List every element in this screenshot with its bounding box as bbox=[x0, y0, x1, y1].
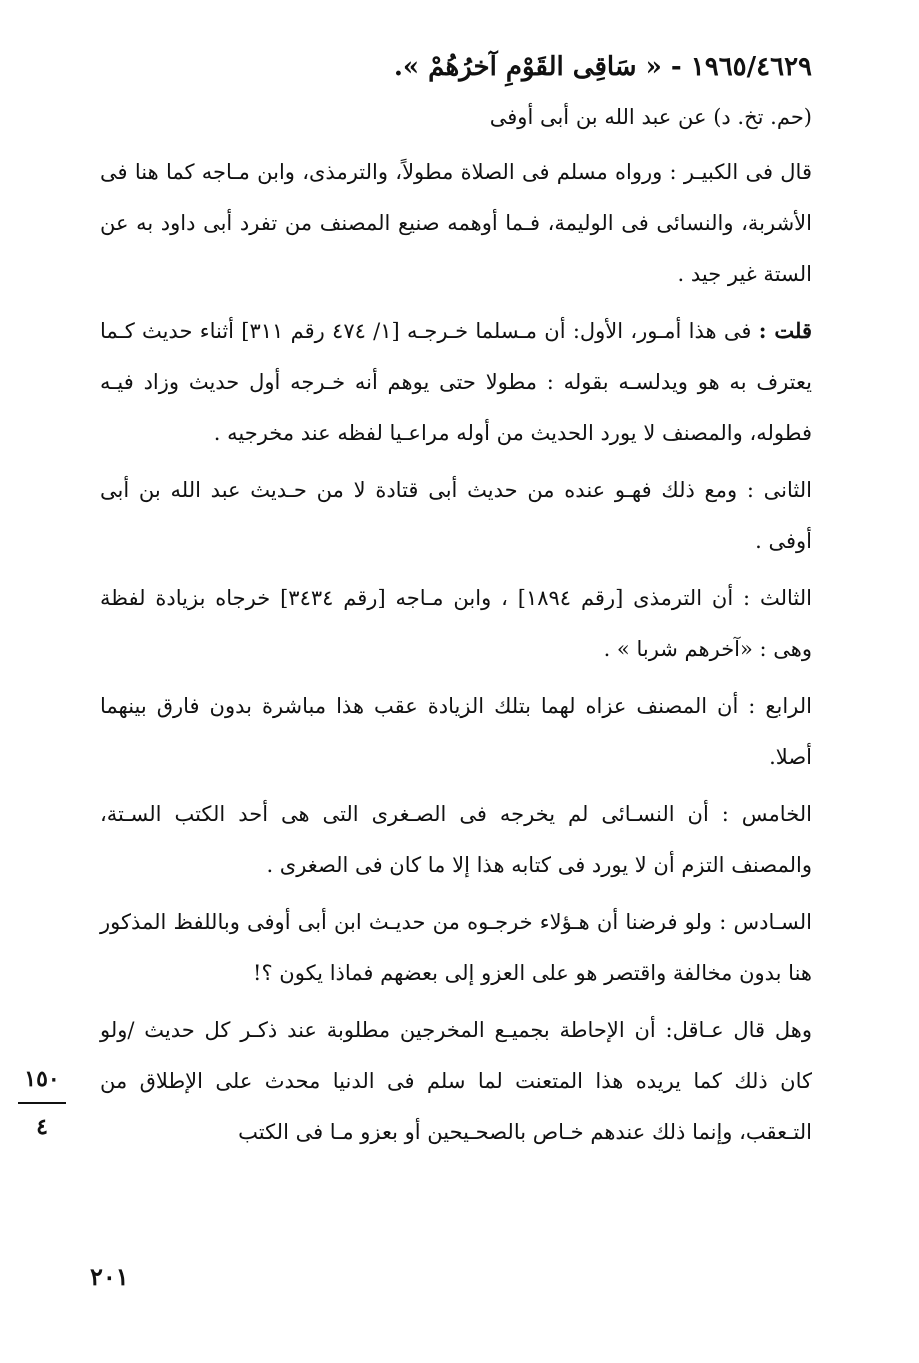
paragraph-text: الرابع : أن المصنف عزاه لهما بتلك الزيادة عقب هذا مباشرة بدون فارق بينهما أصلا. bbox=[100, 694, 812, 769]
paragraph-text: قال فى الكبيـر : ورواه مسلم فى الصلاة مطولاً، والترمذى، وابن مـاجه كما هنا فى الأشربة، والنسائى فى الوليمة، فـما أوهمه صنيع المصنف من تفرد أبى داود به عن الستة غير جيد . bbox=[100, 160, 812, 286]
paragraph-fourth bbox=[100, 680, 812, 783]
paragraph-final bbox=[100, 1004, 812, 1158]
margin-reference-divider bbox=[18, 1102, 66, 1104]
hadith-heading: ١٩٦٥/٤٦٢٩ - « سَاقِى القَوْمِ آخرُهُمْ ». bbox=[393, 52, 812, 82]
paragraph-text: الثانى : ومع ذلك فهـو عنده من حديث أبى قتادة لا من حـديث عبد الله بن أبى أوفى . bbox=[100, 478, 812, 553]
paragraph-text: وهل قال عـاقل: أن الإحاطة بجميـع المخرجين مطلوبة عند ذكـر كل حديث /ولو كان ذلك كما يريده هذا المتعنت لما سلم فى الدنيا محدث على الإطلاق من التـعقب، وإنما ذلك عندهم خـاص بالصحـيحين أو بعزو مـا فى الكتب bbox=[100, 1018, 812, 1144]
paragraph-sixth bbox=[100, 896, 812, 999]
paragraph-text: الخامس : أن النسـائى لم يخرجه فى الصـغرى التى هى أحد الكتب السـتة، والمصنف التزم أن لا يورد فى كتابه هذا إلا ما كان فى الصغرى . bbox=[100, 802, 812, 877]
page-number: ٢٠١ bbox=[90, 1262, 129, 1291]
margin-reference bbox=[14, 1062, 70, 1144]
paragraph-lead: قلت : bbox=[758, 318, 812, 343]
paragraph-text: فى هذا أمـور، الأول: أن مـسلما خـرجـه [١/ ٤٧٤ رقم ٣١١] أثناء حديث كـما يعترف به هو ويدلسـه بقوله : مطولا حتى يوهم أنه خـرجه أول حديث وزاد فيـه فطوله، والمصنف لا يورد الحديث من أوله مراعـيا لفظه عند مخرجيه . bbox=[100, 319, 812, 445]
paragraph-fifth bbox=[100, 788, 812, 891]
paragraph-qultu bbox=[100, 305, 812, 459]
margin-reference-bottom: ٤ bbox=[36, 1114, 48, 1140]
paragraph-text: الثالث : أن الترمذى [رقم ١٨٩٤] ، وابن مـاجه [رقم ٣٤٣٤] خرجاه بزيادة لفظة وهى : «آخرهم شربا » . bbox=[100, 586, 812, 661]
paragraph-text: السـادس : ولو فرضنا أن هـؤلاء خرجـوه من حديـث ابن أبى أوفى وباللفظ المذكور هنا بدون مخالفة واقتصر هو على العزو إلى بعضهم فماذا يكون ؟! bbox=[100, 910, 812, 985]
paragraph-third bbox=[100, 572, 812, 675]
text-column bbox=[100, 40, 812, 1163]
paragraph-second bbox=[100, 464, 812, 567]
margin-reference-top: ١٥٠ bbox=[24, 1066, 60, 1092]
paragraph-kabir bbox=[100, 146, 812, 300]
hadith-source: (حم. تخ. د) عن عبد الله بن أبى أوفى bbox=[489, 105, 812, 129]
